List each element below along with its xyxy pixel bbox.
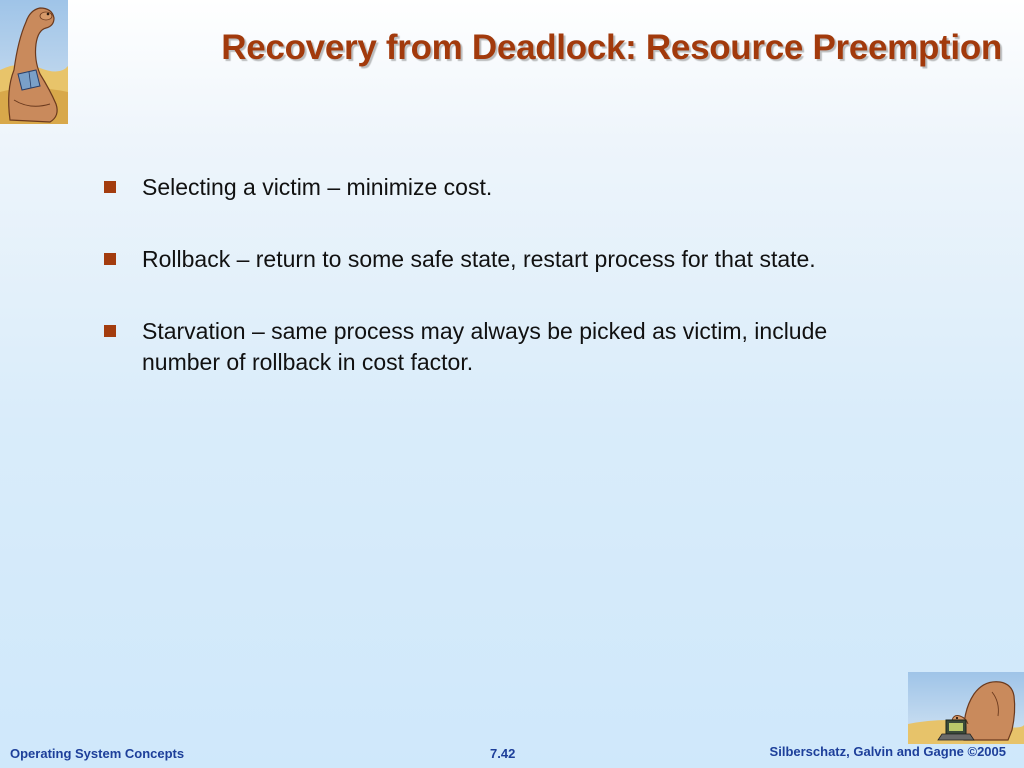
slide-title: Recovery from Deadlock: Resource Preemption — [221, 28, 1002, 67]
bullet-item — [104, 172, 924, 203]
bullet-item — [104, 316, 872, 378]
square-bullet-icon — [104, 181, 116, 193]
bullet-list — [104, 172, 924, 419]
square-bullet-icon — [104, 325, 116, 337]
bullet-text: Selecting a victim – minimize cost. — [142, 174, 493, 200]
footer-slide-number: 7.42 — [490, 746, 516, 761]
dinosaur-laptop-logo — [908, 672, 1024, 744]
bullet-text: Rollback – return to some safe state, restart process for that state. — [142, 246, 816, 272]
footer-course-title: Operating System Concepts — [10, 746, 185, 761]
bullet-text: Starvation – same process may always be picked as victim, include number of rollback in cost factor. — [142, 318, 828, 375]
square-bullet-icon — [104, 253, 116, 265]
footer-authors: Silberschatz, Galvin and Gagne ©2005 — [769, 744, 1006, 759]
bullet-item — [104, 244, 924, 275]
